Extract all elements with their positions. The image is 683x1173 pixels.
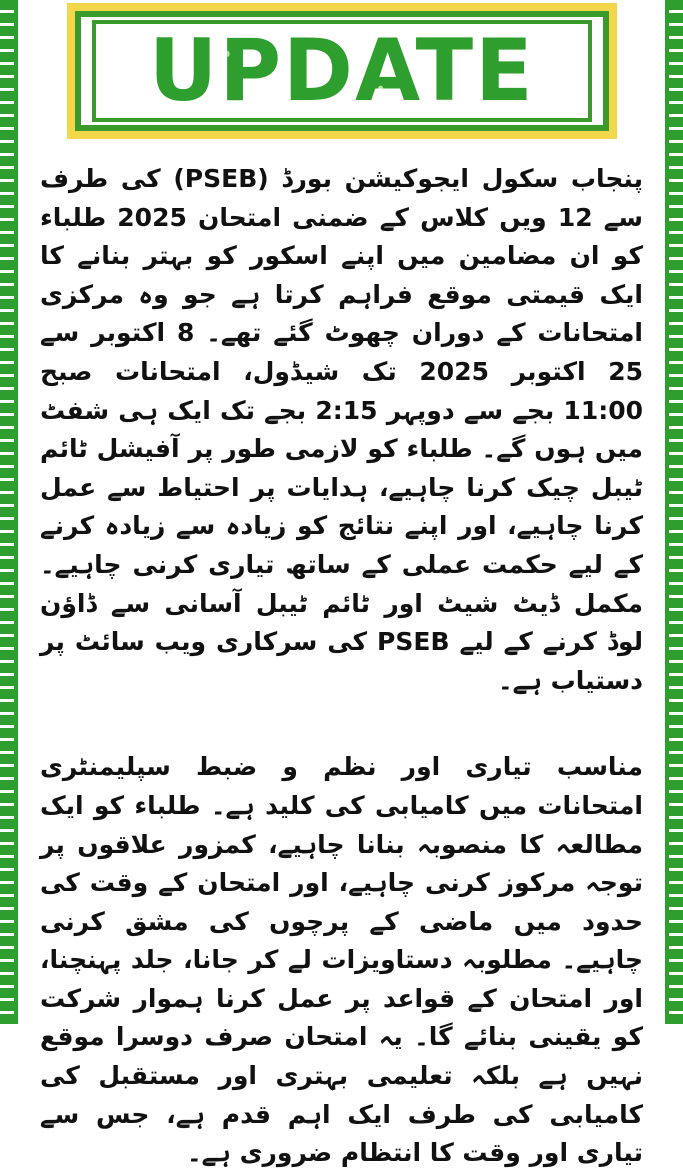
update-banner [67, 3, 617, 139]
update-stamp-text: UPDATE [149, 21, 535, 121]
banner-frame [75, 11, 609, 131]
article-paragraph-1: پنجاب سکول ایجوکیشن بورڈ (PSEB) کی طرف سے 12 ویں کلاس کے ضمنی امتحان 2025 طلباء کو ان مضامین میں اپنے اسکور کو بہتر بنانے کا ایک قیمتی موقع فراہم کرتا ہے جو وہ مرکزی امتحانات کے دوران چھوٹ گئے تھے۔ 8 اکتوبر سے 25 اکتوبر 2025 تک شیڈول، امتحانات صبح 11:00 بجے سے دوپہر 2:15 بجے تک ایک ہی شفٹ میں ہوں گے۔ طلباء کو لازمی طور پر آفیشل ٹائم ٹیبل چیک کرنا چاہیے، ہدایات پر احتیاط سے عمل کرنا چاہیے، اور اپنے نتائج کو زیادہ سے زیادہ کرنے کے لیے حکمت عملی کے ساتھ تیاری کرنی چاہیے۔ مکمل ڈیٹ شیٹ اور ٹائم ٹیبل آسانی سے ڈاؤن لوڈ کرنے کے لیے PSEB کی سرکاری ویب سائٹ پر دستیاب ہے۔ [40, 164, 644, 695]
update-stamp [92, 20, 592, 122]
left-decorative-border [0, 0, 18, 1024]
article-paragraph-2: مناسب تیاری اور نظم و ضبط سپلیمنٹری امتحانات میں کامیابی کی کلید ہے۔ طلباء کو ایک مطالعہ کا منصوبہ بنانا چاہیے، کمزور علاقوں پر توجہ مرکوز کرنی چاہیے، اور امتحان کے وقت کی حدود میں ماضی کے پرچوں کی مشق کرنی چاہیے۔ مطلوبہ دستاویزات لے کر جانا، جلد پہنچنا، اور امتحان کے قواعد پر عمل کرنا ہموار شرکت کو یقینی بنائے گا۔ یہ امتحان صرف دوسرا موقع نہیں ہے بلکہ تعلیمی بہتری اور مستقبل کی کامیابی کی طرف ایک اہم قدم ہے، جس سے تیاری اور وقت کا انتظام ضروری ہے۔ [40, 752, 643, 1168]
article-body [40, 160, 643, 1173]
right-decorative-border [665, 0, 683, 1024]
